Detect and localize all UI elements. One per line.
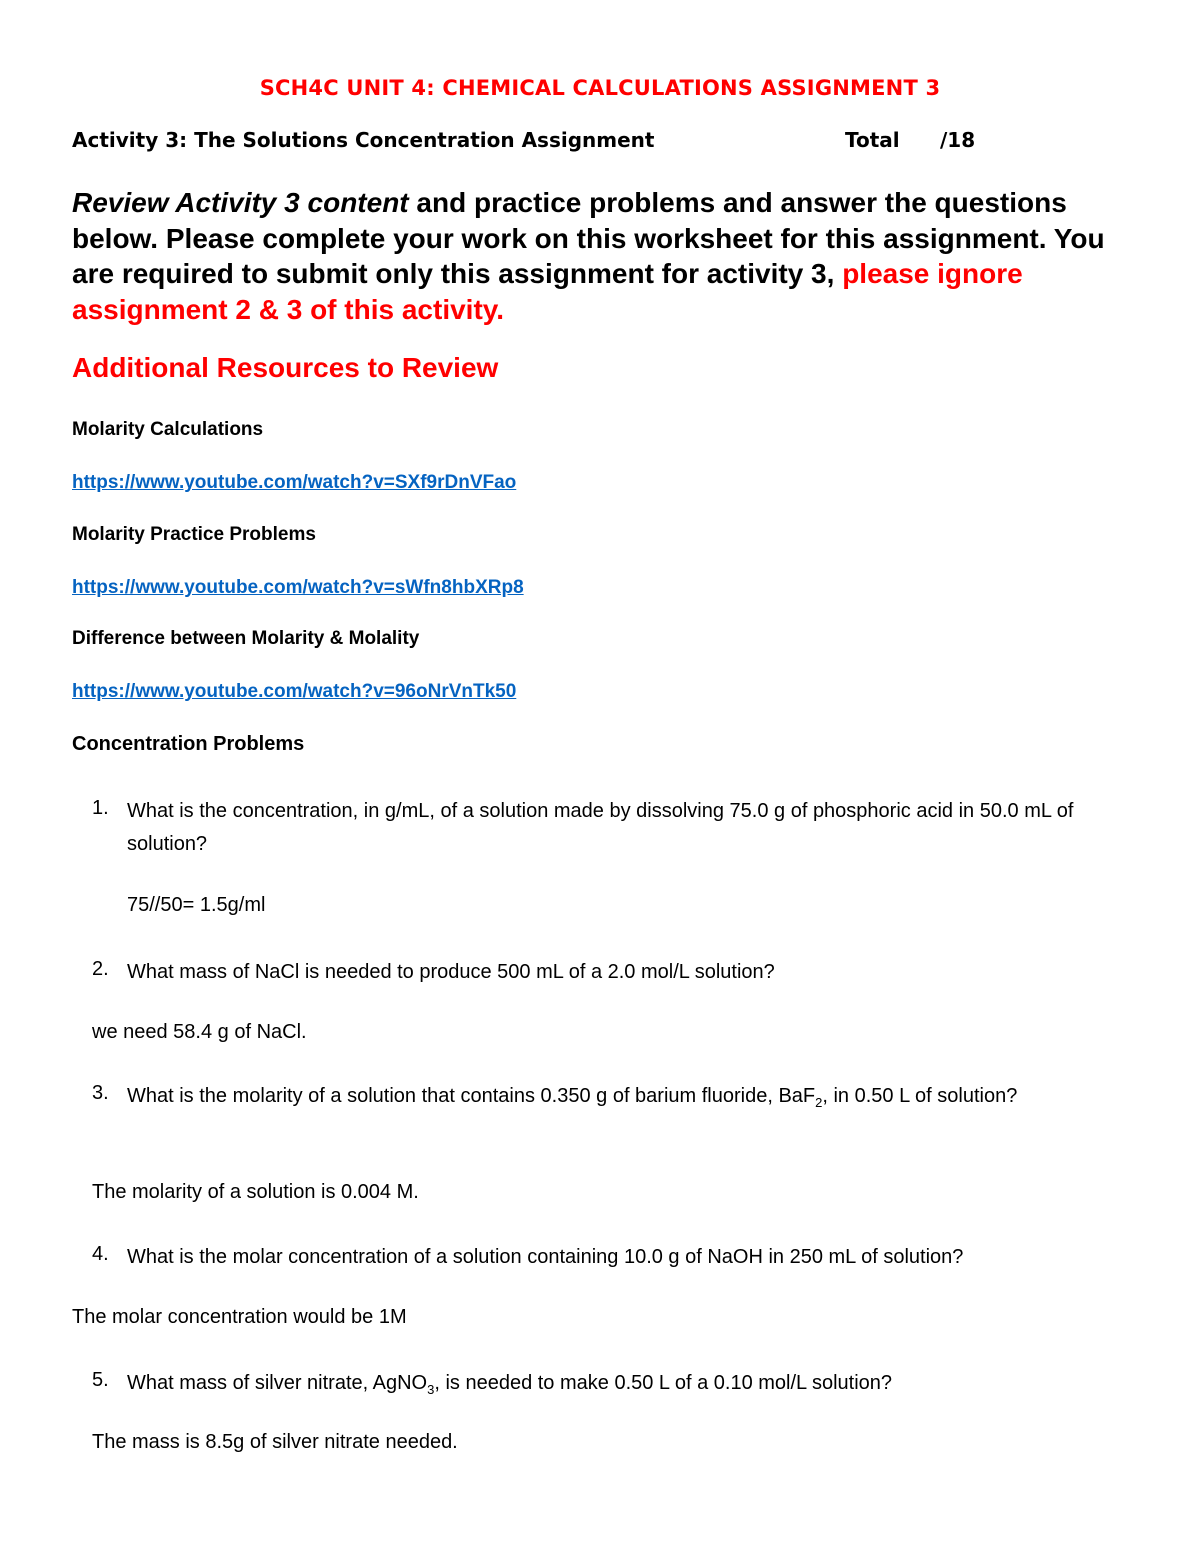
question-text-part: What mass of silver nitrate, AgNO: [127, 1372, 428, 1394]
answer-text: we need 58.4 g of NaCl.: [92, 1021, 307, 1043]
subscript: 2: [815, 1095, 823, 1110]
intro-italic-lead: Review Activity 3 content: [72, 187, 409, 218]
resource-label-molarity-practice: Molarity Practice Problems: [72, 524, 316, 545]
document-title: SCH4C UNIT 4: CHEMICAL CALCULATIONS ASSIGNMENT 3: [259, 76, 941, 100]
resource-label-molarity-molality: Difference between Molarity & Molality: [72, 628, 420, 649]
question-number: 5.: [92, 1369, 109, 1391]
question-text: What is the concentration, in g/mL, of a solution made by dissolving 75.0 g of phosphoric acid in 50.0 mL of solution?: [127, 800, 1074, 855]
question-text-part: What is the molarity of a solution that contains 0.350 g of barium fluoride, BaF: [127, 1085, 816, 1107]
question-number: 1.: [92, 797, 109, 819]
answer-text: The mass is 8.5g of silver nitrate needed.: [92, 1431, 458, 1453]
intro-body: and practice problems and answer the questions below. Please complete your work on this worksheet for this assignment. You are required to submit only this assignment for activity 3,: [72, 187, 1105, 289]
resource-link-molarity-calculations[interactable]: https://www.youtube.com/watch?v=SXf9rDnVFao: [72, 472, 517, 493]
resource-link-molarity-molality[interactable]: https://www.youtube.com/watch?v=96oNrVnTk50: [72, 681, 517, 702]
total-label: Total: [845, 128, 900, 152]
total-score: /18: [940, 128, 976, 152]
resource-label-molarity-calculations: Molarity Calculations: [72, 419, 264, 440]
resource-link-molarity-practice[interactable]: https://www.youtube.com/watch?v=sWfn8hbXRp8: [72, 577, 524, 598]
intro-warning: please ignore assignment 2 & 3 of this activity.: [72, 258, 1023, 325]
question-text-part: , in 0.50 L of solution?: [822, 1085, 1018, 1107]
answer-text: The molar concentration would be 1M: [72, 1306, 407, 1328]
answer-text: The molarity of a solution is 0.004 M.: [92, 1181, 419, 1203]
activity-title: Activity 3: The Solutions Concentration Assignment: [72, 128, 655, 152]
question-text-part: , is needed to make 0.50 L of a 0.10 mol/L solution?: [434, 1372, 893, 1394]
question-number: 4.: [92, 1243, 109, 1265]
resources-heading: Additional Resources to Review: [72, 352, 499, 383]
answer-text: 75//50= 1.5g/ml: [127, 894, 266, 916]
intro-paragraph: [72, 185, 1142, 327]
question-number: 2.: [92, 958, 109, 980]
question-number: 3.: [92, 1082, 109, 1104]
subscript: 3: [427, 1382, 435, 1397]
question-text: What is the molar concentration of a solution containing 10.0 g of NaOH in 250 mL of solution?: [127, 1246, 964, 1268]
problems-heading: Concentration Problems: [72, 733, 305, 755]
question-text: [127, 1367, 1147, 1406]
question-text: What mass of NaCl is needed to produce 500 mL of a 2.0 mol/L solution?: [127, 961, 775, 983]
question-text: [127, 1080, 1147, 1119]
